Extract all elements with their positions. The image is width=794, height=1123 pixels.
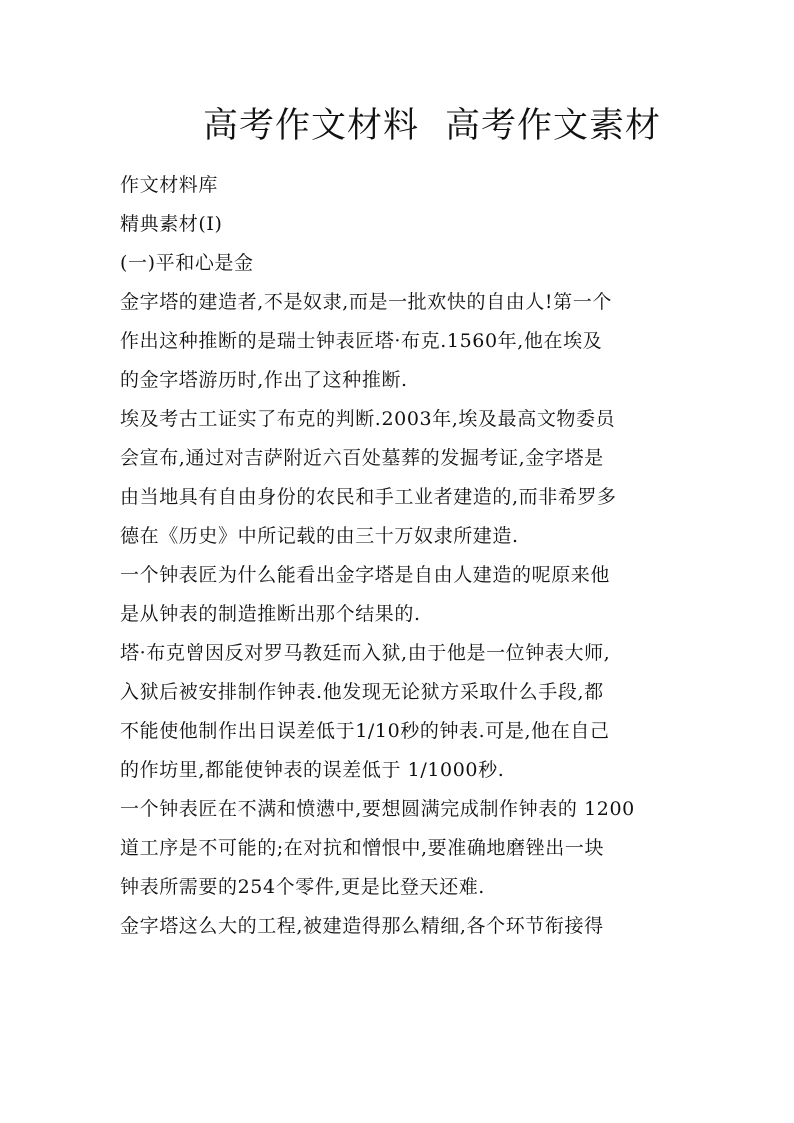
paragraph-line: 入狱后被安排制作钟表.他发现无论狱方采取什么手段,都: [120, 681, 604, 703]
paragraph-line: 的作坊里,都能使钟表的误差低于 1/1000秒.: [120, 759, 505, 781]
paragraph-line: 埃及考古工证实了布克的判断.2003年,埃及最高文物委员: [120, 408, 616, 430]
paragraph-line: 钟表所需要的254个零件,更是比登天还难.: [120, 876, 485, 898]
paragraph-line: 道工序是不可能的;在对抗和憎恨中,要准确地磨锉出一块: [120, 837, 605, 859]
paragraph-line: 德在《历史》中所记载的由三十万奴隶所建造.: [120, 525, 519, 547]
document-title: [203, 101, 661, 151]
paragraph-line: 是从钟表的制造推断出那个结果的.: [120, 603, 421, 625]
paragraph-line: 金字塔这么大的工程,被建造得那么精细,各个环节衔接得: [120, 915, 604, 937]
paragraph-line: 会宣布,通过对吉萨附近六百处墓葬的发掘考证,金字塔是: [120, 447, 604, 469]
section-heading-classic-material: 精典素材(Ⅰ): [120, 213, 223, 235]
paragraph-line: 一个钟表匠在不满和愤懑中,要想圆满完成制作钟表的 1200: [120, 798, 635, 820]
section-heading-library: 作文材料库: [120, 174, 219, 196]
subsection-heading-peace-of-mind: (一)平和心是金: [120, 252, 254, 274]
paragraph-line: 的金字塔游历时,作出了这种推断.: [120, 369, 408, 391]
paragraph-line: 塔·布克曾因反对罗马教廷而入狱,由于他是一位钟表大师,: [120, 642, 611, 664]
title-part-1: 高考作文材料: [203, 106, 420, 146]
paragraph-line: 金字塔的建造者,不是奴隶,而是一批欢快的自由人!第一个: [120, 291, 612, 313]
paragraph-line: 由当地具有自由身份的农民和手工业者建造的,而非希罗多: [120, 486, 617, 508]
document-body: [120, 166, 680, 946]
paragraph-line: 作出这种推断的是瑞士钟表匠塔·布克.1560年,他在埃及: [120, 330, 603, 352]
paragraph-line: 一个钟表匠为什么能看出金字塔是自由人建造的呢原来他: [120, 564, 611, 586]
paragraph-line: 不能使他制作出日误差低于1/10秒的钟表.可是,他在自己: [120, 720, 610, 742]
title-part-2: 高考作文素材: [445, 106, 662, 146]
